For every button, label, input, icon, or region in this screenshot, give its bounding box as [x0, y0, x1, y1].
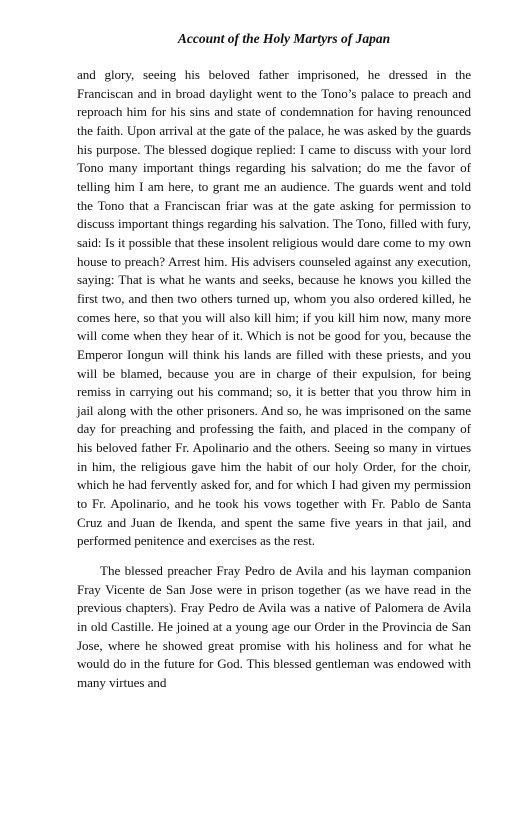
running-header-title: Account of the Holy Martyrs of Japan: [177, 31, 391, 46]
body-paragraph-2: The blessed preacher Fray Pedro de Avila and his layman companion Fray Vicente de San Jose were in prison together (as we have read in the previous chapters). Fray Pedro de Avila was a native of Palomera de Avila in old Castille. He joined at a young age our Order in the Provincia de San Jose, where he showed great promise with his holiness and for what he would do in the future for God. This blessed gentleman was endowed with many virtues and: [77, 563, 471, 690]
document-page: [77, 30, 471, 693]
body-paragraph-1: and glory, seeing his beloved father imprisoned, he dressed in the Franciscan and in broad daylight went to the Tono’s palace to preach and reproach him for his sins and state of condemnation for having renounced the faith. Upon arrival at the gate of the palace, he was asked by the guards his purpose. The blessed dogique replied: I came to discuss with your lord Tono many important things regarding his salvation; do me the favor of telling him I am here, to grant me an audience. The guards went and told the Tono that a Franciscan friar was at the gate asking for permission to discuss important things regarding his salvation. The Tono, filled with fury, said: Is it possible that these insolent religious would dare come to my own house to preach? Arrest him. His advisers counseled against any execution, saying: That is what he wants and seeks, because he knows you killed the first two, and then two others turned up, whom you also ordered killed, he comes here, so that you will also kill him; if you kill him now, many more will come when they hear of it. Which is not be good for you, because the Emperor Iongun will think his lands are filled with these priests, and you will be blamed, because you are in charge of their expulsion, for being remiss in carrying out his command; so, it is better that you throw him in jail along with the other prisoners. And so, he was imprisoned on the same day for preaching and professing the faith, and placed in the company of his beloved father Fr. Apolinario and the others. Seeing so many in virtues in him, the religious gave him the habit of our holy Order, for the choir, which he had fervently asked for, and for which I had given my permission to Fr. Apolinario, and he took his vows together with Fr. Pablo de Santa Cruz and Juan de Ikenda, and spent the same five years in that jail, and performed penitence and exercises as the rest.: [77, 67, 471, 549]
